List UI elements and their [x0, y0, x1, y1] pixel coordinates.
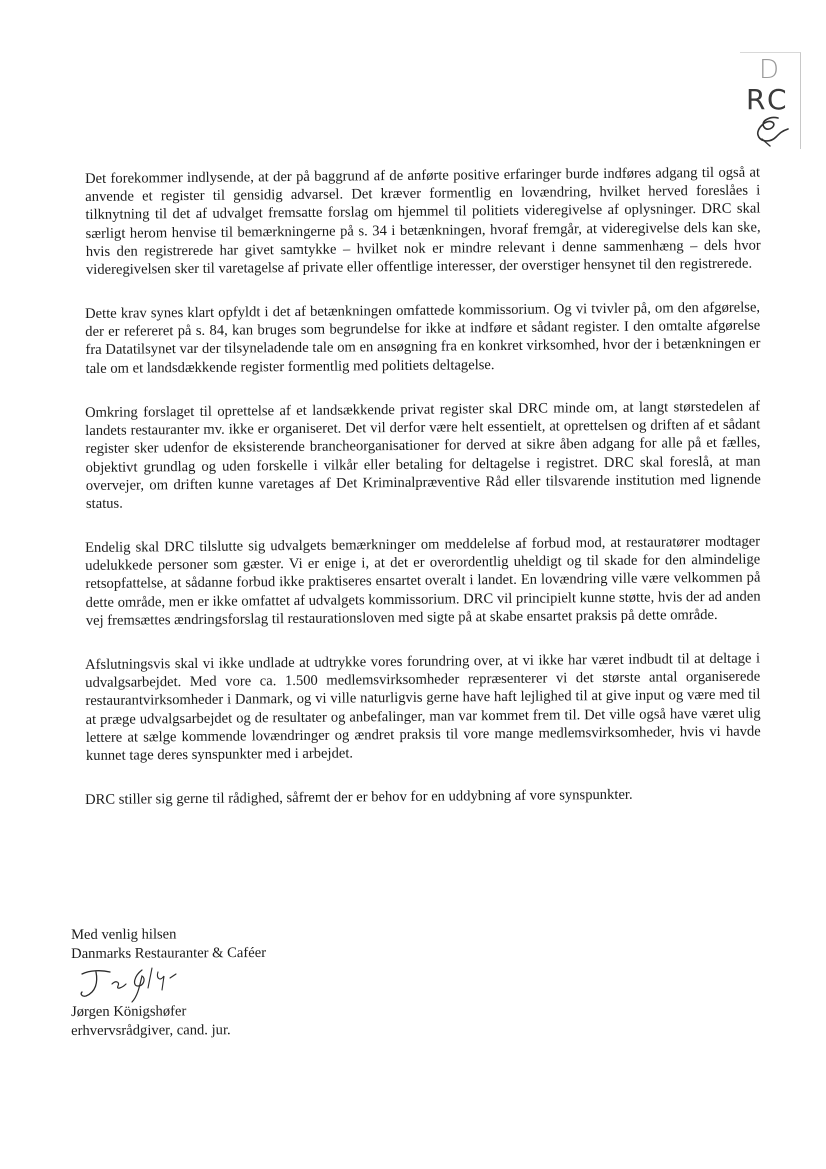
signer-block [71, 1002, 231, 1041]
signer-name: Jørgen Königshøfer [71, 1003, 187, 1020]
closing-greeting: Med venlig hilsen [71, 926, 177, 943]
paragraph-forbud: Endelig skal DRC tilslutte sig udvalgets bemærkninger om meddelelse af forbud mod, at restauratører modtager udelukkede personer som gæster. Vi er enige i, at det er overordentlig uheldigt og til skade for den almindelige retsopfattelse, at sådanne forbud ikke praktiseres ensartet overalt i landet. En lovændring ville være velkommen på dette område, men er ikke omfattet af udvalgets kommissorium. DRC vil principielt kunne støtte, hvis der ad anden vej fremsættes ændringsforslag til restaurationsloven med sigte på at skabe ensartet praksis på dette område. [85, 533, 761, 630]
paragraph-kommissorium: Dette krav synes klart opfyldt i det af betænkningen omfattede kommissorium. Og vi tvivler på, om den afgørelse, der er refereret på s. 84, kan bruges som begrundelse for ikke at indføre et sådant register. I den omtalte afgørelse fra Datatilsynet var der tilsyneladende tale om en ansøgning fra en konkret virksomhed, hvor der i betænkningen er tale om et landsdækkende register formentlig med politiets deltagelse. [85, 299, 761, 377]
logo-ampersand-icon [748, 115, 792, 147]
closing-organization: Danmarks Restauranter & Caféer [71, 944, 267, 962]
paragraph-udvalgsarbejde: Afslutningsvis skal vi ikke undlade at udtrykke vores forundring over, at vi ikke har været indbudt til at deltage i udvalgsarbejdet. Med vore ca. 1.500 medlemsvirksomheder repræsenterer vi det største antal organiserede restaurantvirksomheder i Danmark, og vi ville naturligvis gerne have haft lejlighed til at give input og være med til at præge udvalgsarbejdet og de resultater og anbefalinger, man var kommet frem til. Det ville også have været ulig lettere at sælge kommende lovændringer og ændret praksis til vore mange medlemsvirksomheder, hvis vi havde kunnet tage deres synspunkter med i arbejdet. [85, 650, 761, 765]
paragraph-register-advarsel: Det forekommer indlysende, at der på baggrund af de anførte positive erfaringer burde indføres adgang til også at anvende et register til gensidig advarsel. Det kræver formentlig en lovændring, hvilket herved foreslåes i tilknytning til det af udvalget fremsatte forslag om hjemmel til politiets videregivelse af oplysninger. DRC skal særligt herom henvise til bemærkningerne på s. 34 i betænkningen, hvoraf fremgår, at videregivelse dels kan ske, hvis den registrerede har givet samtykke – hvilket nok er mindre relevant i denne sammenhæng – dels hvor videregivelsen sker til varetagelse af private eller offentlige interesser, der overstiger hensynet til den registrerede. [85, 164, 761, 279]
paragraph-privat-register: Omkring forslaget til oprettelse af et landsækkende privat register skal DRC minde om, at langt størstedelen af landets restauranter mv. ikke er organiseret. Det vil derfor være helt essentielt, at oprettelsen og driften af et sådant register sker udenfor de eksisterende brancheorganisationer for derved at sikre åben adgang for alle på et fælles, objektivt grundlag og uden forskelle i vilkår eller betaling for deltagelse i registret. DRC skal foreslå, at man overvejer, om driften kunne varetages af Det Kriminalpræventive Råd eller tilsvarende institution med lignende status. [85, 398, 761, 513]
drc-logo [740, 52, 801, 149]
closing-block [71, 925, 266, 964]
logo-letter-d: D [759, 55, 780, 85]
paragraph-raadighed: DRC stiller sig gerne til rådighed, såfremt der er behov for en uddybning af vore synspunkter. [85, 787, 633, 809]
letter-body [85, 164, 761, 842]
handwritten-signature [76, 962, 206, 1006]
signer-title: erhvervsrådgiver, cand. jur. [71, 1022, 231, 1039]
logo-letters-rc: RC [746, 83, 790, 116]
